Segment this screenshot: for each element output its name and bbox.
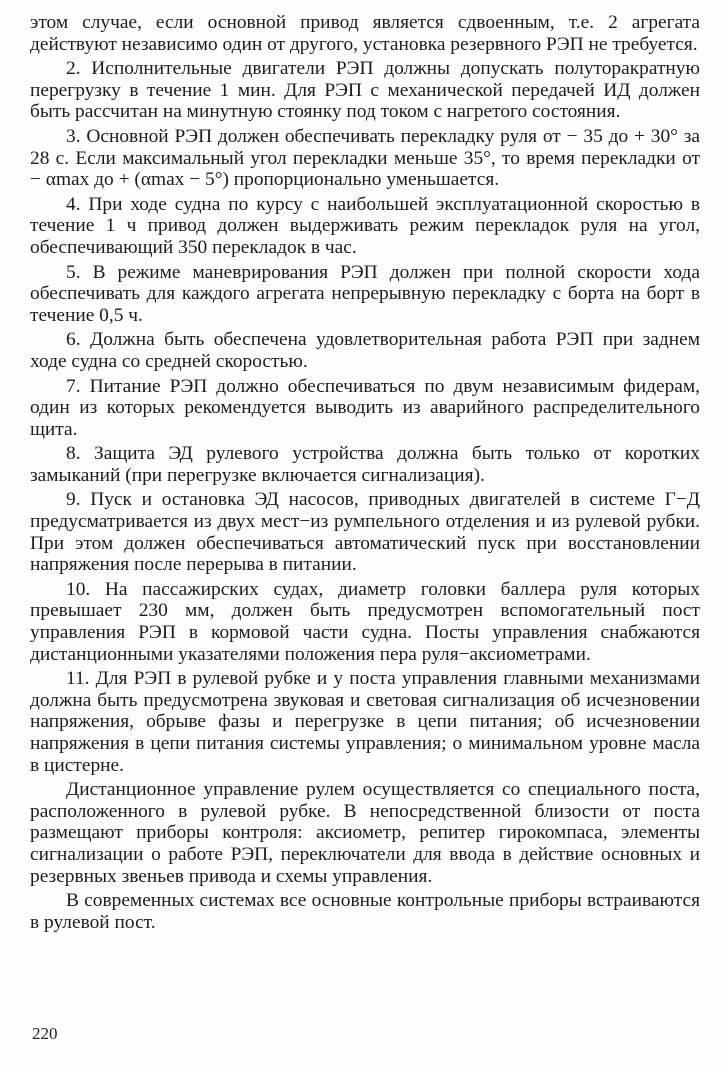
paragraph-item-4: 4. При ходе судна по курсу с наибольшей эксплуатационной скоростью в течение 1 ч привод должен выдерживать режим перекладок руля на угол, обеспечивающий 350 перекладок в час. [30, 193, 700, 258]
body-text [30, 12, 700, 933]
paragraph-item-11: 11. Для РЭП в рулевой рубке и у поста управления главными механизмами должна быть предусмотрена звуковая и световая сигнализация об исчезновении напряжения, обрыве фазы и перегрузке в цепи питания; об исчезновении напряжения в цепи питания системы управления; о минимальном уровне масла в цистерне. [30, 668, 700, 776]
paragraph-remote-control: Дистанционное управление рулем осуществляется со специального поста, расположенного в рулевой рубке. В непосредственной близости от поста размещают приборы контроля: аксиометр, репитер гирокомпаса, элементы сигнализации о работе РЭП, переключатели для ввода в действие основных и резервных звеньев привода и схемы управления. [30, 779, 700, 887]
paragraph-item-8: 8. Защита ЭД рулевого устройства должна быть только от коротких замыканий (при перегрузке включается сигнализация). [30, 443, 700, 486]
paragraph-item-5: 5. В режиме маневрирования РЭП должен при полной скорости хода обеспечивать для каждого агрегата непрерывную перекладку с борта на борт в течение 0,5 ч. [30, 261, 700, 326]
paragraph-item-10: 10. На пассажирских судах, диаметр головки баллера руля которых превышает 230 мм, должен быть предусмотрен вспомогательный пост управления РЭП в кормовой части судна. Посты управления снабжаются дистанционными указателями положения пера руля−аксиометрами. [30, 578, 700, 665]
paragraph-item-2: 2. Исполнительные двигатели РЭП должны допускать полуторакратную перегрузку в течение 1 мин. Для РЭП с механической передачей ИД должен быть рассчитан на минутную стоянку под током с нагретого состояния. [30, 58, 700, 123]
paragraph-item-6: 6. Должна быть обеспечена удовлетворительная работа РЭП при заднем ходе судна со средней скоростью. [30, 329, 700, 372]
paragraph-item-3: 3. Основной РЭП должен обеспечивать перекладку руля от − 35 до + 30° за 28 с. Если максимальный угол перекладки меньше 35°, то время перекладки от − αmax до + (αmax − 5°) пропорционально уменьшается. [30, 125, 700, 191]
page-number: 220 [32, 1024, 58, 1043]
paragraph-item-9: 9. Пуск и остановка ЭД насосов, приводных двигателей в системе Г−Д предусматривается из двух мест−из румпельного отделения и из рулевой рубки. При этом должен обеспечиваться автоматический пуск при восстановлении напряжения после перерыва в питании. [30, 489, 700, 576]
paragraph-modern-systems: В современных системах все основные контрольные приборы встраиваются в рулевой пост. [30, 890, 700, 933]
paragraph-continuation: этом случае, если основной привод является сдвоенным, т.е. 2 агрегата действуют независимо один от другого, установка резервного РЭП не требуется. [30, 12, 700, 55]
paragraph-item-7: 7. Питание РЭП должно обеспечиваться по двум независимым фидерам, один из которых рекомендуется выводить из аварийного распределительного щита. [30, 375, 700, 440]
